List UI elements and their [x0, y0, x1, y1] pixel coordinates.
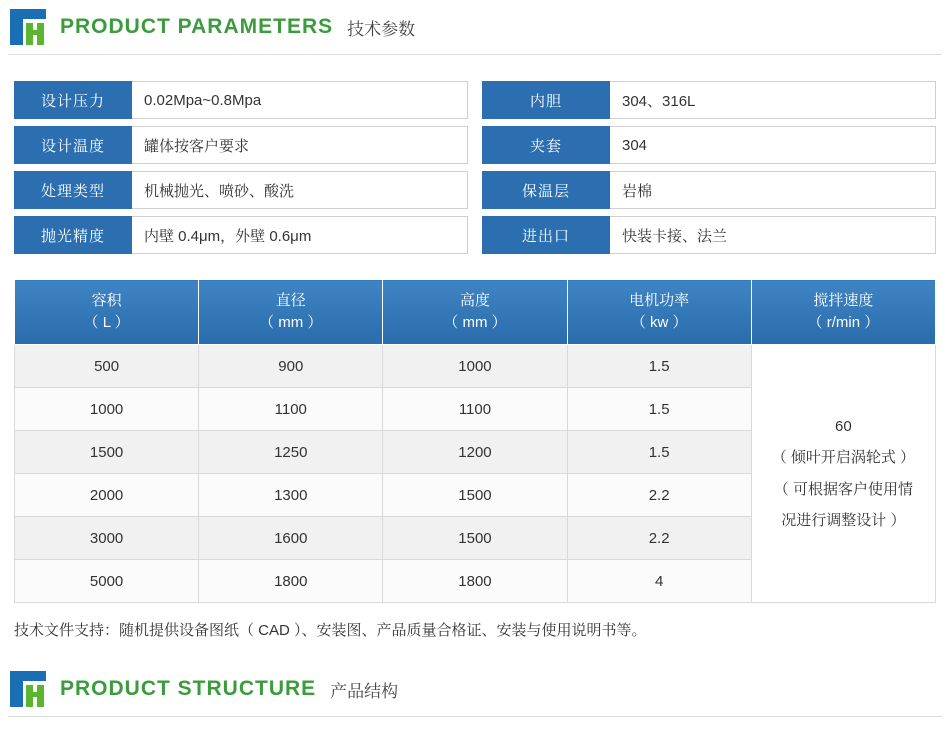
cell-volume: 5000 — [15, 560, 199, 603]
cell-power: 1.5 — [567, 345, 751, 388]
cell-power: 1.5 — [567, 431, 751, 474]
stir-speed-line-2: （ 倾叶开启涡轮式 ） — [771, 449, 916, 466]
section-header-parameters — [0, 0, 950, 54]
cell-power: 2.2 — [567, 517, 751, 560]
cell-volume: 2000 — [15, 474, 199, 517]
header-line-2: （ r/min ） — [807, 314, 880, 331]
spec-row — [14, 81, 468, 119]
stir-speed-line-1: 60 — [835, 417, 852, 435]
spec-row — [14, 171, 468, 209]
cell-stir-speed — [751, 345, 935, 603]
header-line-1: 容积 — [91, 291, 122, 309]
cell-power: 1.5 — [567, 388, 751, 431]
cell-diameter: 900 — [199, 345, 383, 388]
spec-value: 内壁 0.4μm，外壁 0.6μm — [132, 216, 468, 254]
cell-power: 4 — [567, 560, 751, 603]
spec-label: 设计温度 — [14, 126, 132, 164]
header-line-1: 高度 — [459, 291, 490, 309]
table-header-cell — [199, 280, 383, 345]
stir-speed-line-3: （ 可根据客户使用情 — [773, 480, 913, 498]
table-header-cell — [751, 280, 935, 345]
spec-value: 304、316L — [610, 81, 936, 119]
table-header-cell — [383, 280, 567, 345]
spec-row — [14, 126, 468, 164]
cell-height: 1100 — [383, 388, 567, 431]
cell-volume: 1000 — [15, 388, 199, 431]
spec-value: 罐体按客户要求 — [132, 126, 468, 164]
header-divider — [8, 716, 942, 717]
header-line-2: （ L ） — [83, 314, 130, 331]
table-header-cell — [567, 280, 751, 345]
cell-height: 1800 — [383, 560, 567, 603]
header-line-2: （ mm ） — [259, 314, 323, 331]
spec-row — [482, 81, 936, 119]
spec-label: 设计压力 — [14, 81, 132, 119]
table-header-cell — [15, 280, 199, 345]
cell-diameter: 1300 — [199, 474, 383, 517]
cell-diameter: 1800 — [199, 560, 383, 603]
header-line-1: 搅拌速度 — [813, 291, 874, 309]
header-line-1: 电机功率 — [629, 291, 690, 309]
cell-height: 1200 — [383, 431, 567, 474]
spec-row — [482, 171, 936, 209]
spec-label: 抛光精度 — [14, 216, 132, 254]
spec-label: 处理类型 — [14, 171, 132, 209]
spec-label: 夹套 — [482, 126, 610, 164]
section-structure — [0, 662, 950, 717]
cell-volume: 3000 — [15, 517, 199, 560]
table-header-row — [15, 280, 936, 345]
spec-column-right — [482, 81, 936, 261]
cell-volume: 1500 — [15, 431, 199, 474]
cell-height: 1500 — [383, 474, 567, 517]
section-title-en: PRODUCT PARAMETERS — [60, 15, 334, 38]
header-line-1: 直径 — [275, 291, 306, 309]
header-line-2: （ kw ） — [630, 314, 688, 331]
spec-value: 0.02Mpa~0.8Mpa — [132, 81, 468, 119]
section-header-structure — [0, 662, 950, 716]
cell-diameter: 1600 — [199, 517, 383, 560]
spec-value: 岩棉 — [610, 171, 936, 209]
company-logo-icon — [10, 671, 46, 707]
spec-row — [482, 216, 936, 254]
cell-diameter: 1100 — [199, 388, 383, 431]
spec-column-left — [14, 81, 468, 261]
cell-height: 1500 — [383, 517, 567, 560]
cell-power: 2.2 — [567, 474, 751, 517]
cell-diameter: 1250 — [199, 431, 383, 474]
spec-data-table — [14, 279, 936, 603]
spec-value: 快装卡接、法兰 — [610, 216, 936, 254]
section-title-cn: 技术参数 — [347, 19, 416, 39]
spec-row — [482, 126, 936, 164]
stir-speed-line-4: 况进行调整设计 ） — [781, 512, 906, 529]
section-title-cn: 产品结构 — [330, 681, 399, 701]
section-title-en: PRODUCT STRUCTURE — [60, 677, 317, 700]
spec-label: 内胆 — [482, 81, 610, 119]
spec-label: 保温层 — [482, 171, 610, 209]
company-logo-icon — [10, 9, 46, 45]
header-line-2: （ mm ） — [443, 314, 507, 331]
cell-height: 1000 — [383, 345, 567, 388]
spec-value: 304 — [610, 126, 936, 164]
cell-volume: 500 — [15, 345, 199, 388]
table-row — [15, 345, 936, 388]
spec-row — [14, 216, 468, 254]
technical-documents-note: 技术文件支持：随机提供设备图纸（ CAD ）、安装图、产品质量合格证、安装与使用说明书等。 — [14, 622, 647, 639]
spec-data-table-wrap — [0, 261, 950, 603]
spec-value: 机械抛光、喷砂、酸洗 — [132, 171, 468, 209]
spec-label: 进出口 — [482, 216, 610, 254]
spec-tables — [0, 55, 950, 261]
